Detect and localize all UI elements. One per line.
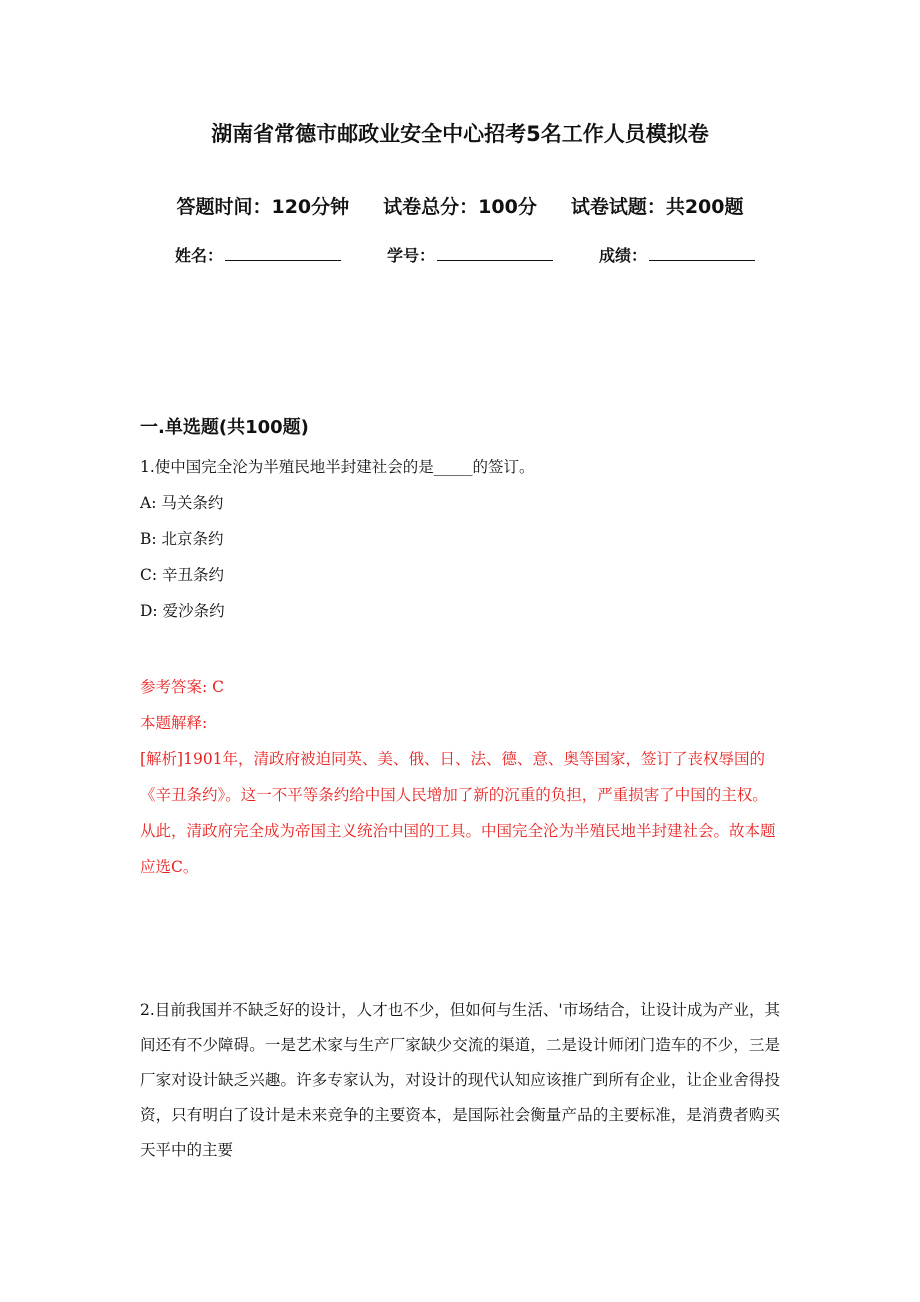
name-field xyxy=(175,243,341,266)
question-1 xyxy=(140,455,780,635)
exam-question-count: 试卷试题：共200题 xyxy=(570,196,744,218)
option-a: A: 马关条约 xyxy=(140,494,224,512)
score-field xyxy=(599,243,755,266)
exam-meta xyxy=(0,192,920,219)
score-blank xyxy=(649,244,755,261)
option-b: B: 北京条约 xyxy=(140,530,224,548)
exam-title: 湖南省常德市邮政业安全中心招考5名工作人员模拟卷 xyxy=(211,122,709,146)
exam-time: 答题时间：120分钟 xyxy=(176,196,350,218)
question-2: 2.目前我国并不缺乏好的设计，人才也不少，但如何与生活、'市场结合，让设计成为产业，其间还有不少障碍。一是艺术家与生产厂家缺少交流的渠道，二是设计师闭门造车的不少，三是厂家对设计缺乏兴趣。许多专家认为，对设计的现代认知应该推广到所有企业，让企业舍得投资，只有明白了设计是未来竞争的主要资本，是国际社会衡量产品的主要标准，是消费者购买天平中的主要 xyxy=(140,1001,780,1159)
question-stem: 1.使中国完全沦为半殖民地半封建社会的是_____的签订。 xyxy=(140,458,535,476)
reference-answer: 参考答案: C xyxy=(140,678,225,696)
explanation-label: 本题解释: xyxy=(140,714,208,732)
explanation-text: [解析]1901年，清政府被迫同英、美、俄、日、法、德、意、奥等国家，签订了丧权辱国的《辛丑条约》。这一不平等条约给中国人民增加了新的沉重的负担，严重损害了中国的主权。从此，清政府完全成为帝国主义统治中国的工具。中国完全沦为半殖民地半封建社会。故本题应选C。 xyxy=(140,750,776,876)
option-d: D: 爱沙条约 xyxy=(140,602,225,620)
candidate-fields xyxy=(175,243,755,266)
student-id-blank xyxy=(437,244,553,261)
name-blank xyxy=(225,244,341,261)
student-id-field xyxy=(387,243,553,266)
option-c: C: 辛丑条约 xyxy=(140,566,225,584)
student-id-label: 学号： xyxy=(387,246,436,265)
section-title: 一.单选题(共100题) xyxy=(140,417,309,438)
name-label: 姓名： xyxy=(175,246,224,265)
exam-total-score: 试卷总分：100分 xyxy=(383,196,537,218)
score-label: 成绩： xyxy=(599,246,648,265)
answer-block xyxy=(140,675,780,885)
